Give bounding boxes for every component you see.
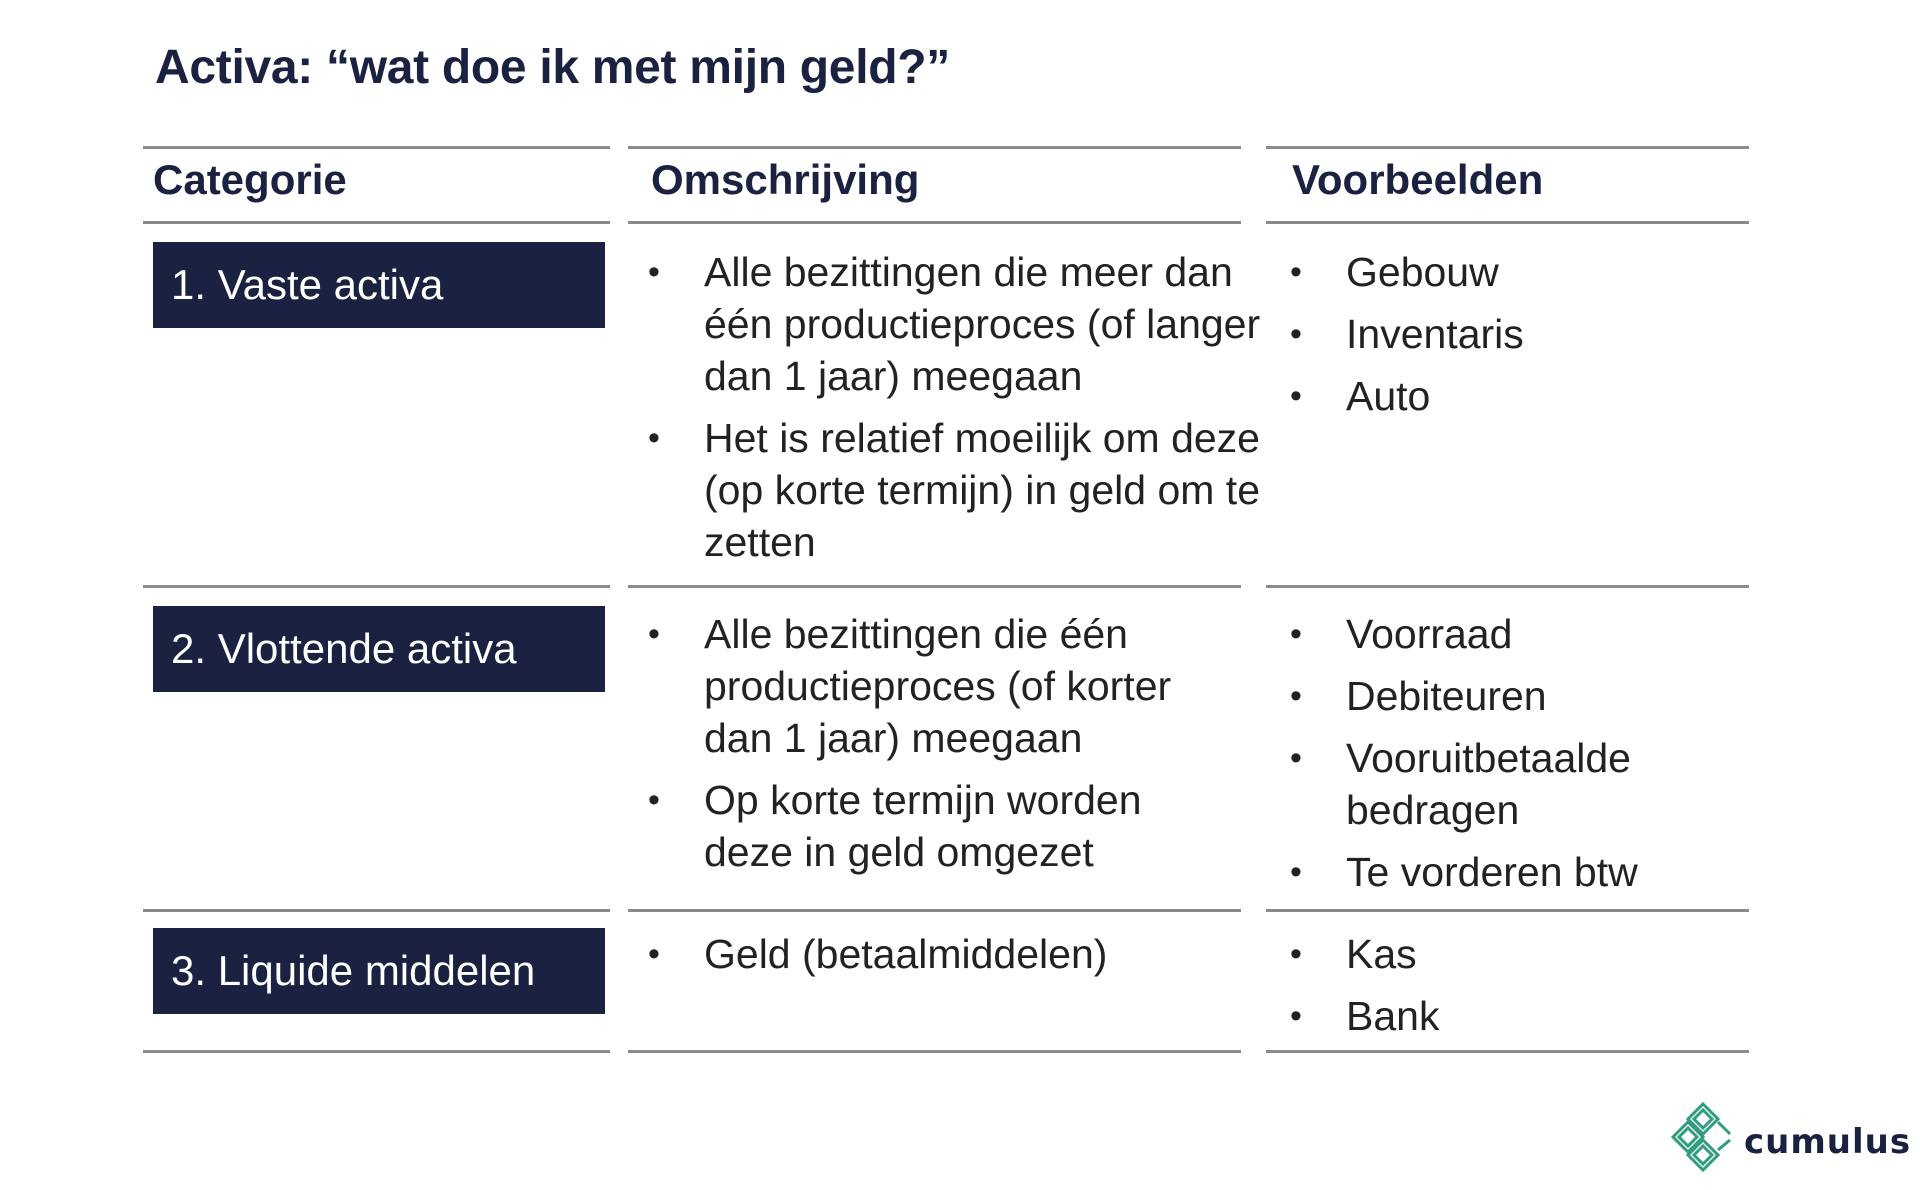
description-list-row-1: [648, 246, 1268, 578]
example-item: • Vooruitbetaalde bedragen: [1290, 732, 1710, 836]
example-item: • Auto: [1290, 370, 1750, 422]
header-bottom-rule-voorbeelden: [1266, 221, 1749, 224]
category-box-liquide-middelen: 3. Liquide middelen: [153, 928, 605, 1014]
examples-list-row-1: [1290, 246, 1750, 432]
row-1-rule-categorie: [143, 585, 610, 588]
examples-list-row-3: [1290, 928, 1710, 1052]
description-list-row-2: [648, 608, 1238, 888]
slide-title: Activa: “wat doe ik met mijn geld?”: [155, 41, 950, 94]
cumulus-logo-icon: [1670, 1100, 1736, 1183]
row-1-rule-voorbeelden: [1266, 585, 1749, 588]
cumulus-logo-text: cumulus: [1744, 1121, 1912, 1162]
column-header-categorie: Categorie: [153, 156, 347, 203]
header-top-rule-omschrijving: [628, 146, 1241, 149]
row-2-rule-categorie: [143, 909, 610, 912]
header-bottom-rule-categorie: [143, 221, 610, 224]
header-top-rule-categorie: [143, 146, 610, 149]
row-3-rule-categorie: [143, 1050, 610, 1053]
example-item: • Te vorderen btw: [1290, 846, 1710, 898]
example-item: • Debiteuren: [1290, 670, 1710, 722]
example-item: • Voorraad: [1290, 608, 1710, 660]
description-item: • Geld (betaalmiddelen): [648, 928, 1238, 980]
description-list-row-3: [648, 928, 1238, 990]
header-bottom-rule-omschrijving: [628, 221, 1241, 224]
example-item: • Gebouw: [1290, 246, 1750, 298]
example-item: • Bank: [1290, 990, 1710, 1042]
examples-list-row-2: [1290, 608, 1710, 908]
example-item: • Inventaris: [1290, 308, 1750, 360]
description-item: • Alle bezittingen die één productieproces (of korter dan 1 jaar) meegaan: [648, 608, 1238, 764]
description-item: • Alle bezittingen die meer dan één productieproces (of langer dan 1 jaar) meegaan: [648, 246, 1268, 402]
row-2-rule-voorbeelden: [1266, 909, 1749, 912]
header-top-rule-voorbeelden: [1266, 146, 1749, 149]
cumulus-logo: [1670, 1100, 1911, 1183]
description-item: • Op korte termijn worden deze in geld omgezet: [648, 774, 1238, 878]
description-item: • Het is relatief moeilijk om deze (op korte termijn) in geld om te zetten: [648, 412, 1268, 568]
column-header-omschrijving: Omschrijving: [651, 156, 920, 203]
category-box-vaste-activa: 1. Vaste activa: [153, 242, 605, 328]
row-3-rule-omschrijving: [628, 1050, 1241, 1053]
row-2-rule-omschrijving: [628, 909, 1241, 912]
row-3-rule-voorbeelden: [1266, 1050, 1749, 1053]
column-header-voorbeelden: Voorbeelden: [1292, 156, 1544, 203]
row-1-rule-omschrijving: [628, 585, 1241, 588]
example-item: • Kas: [1290, 928, 1710, 980]
category-box-vlottende-activa: 2. Vlottende activa: [153, 606, 605, 692]
